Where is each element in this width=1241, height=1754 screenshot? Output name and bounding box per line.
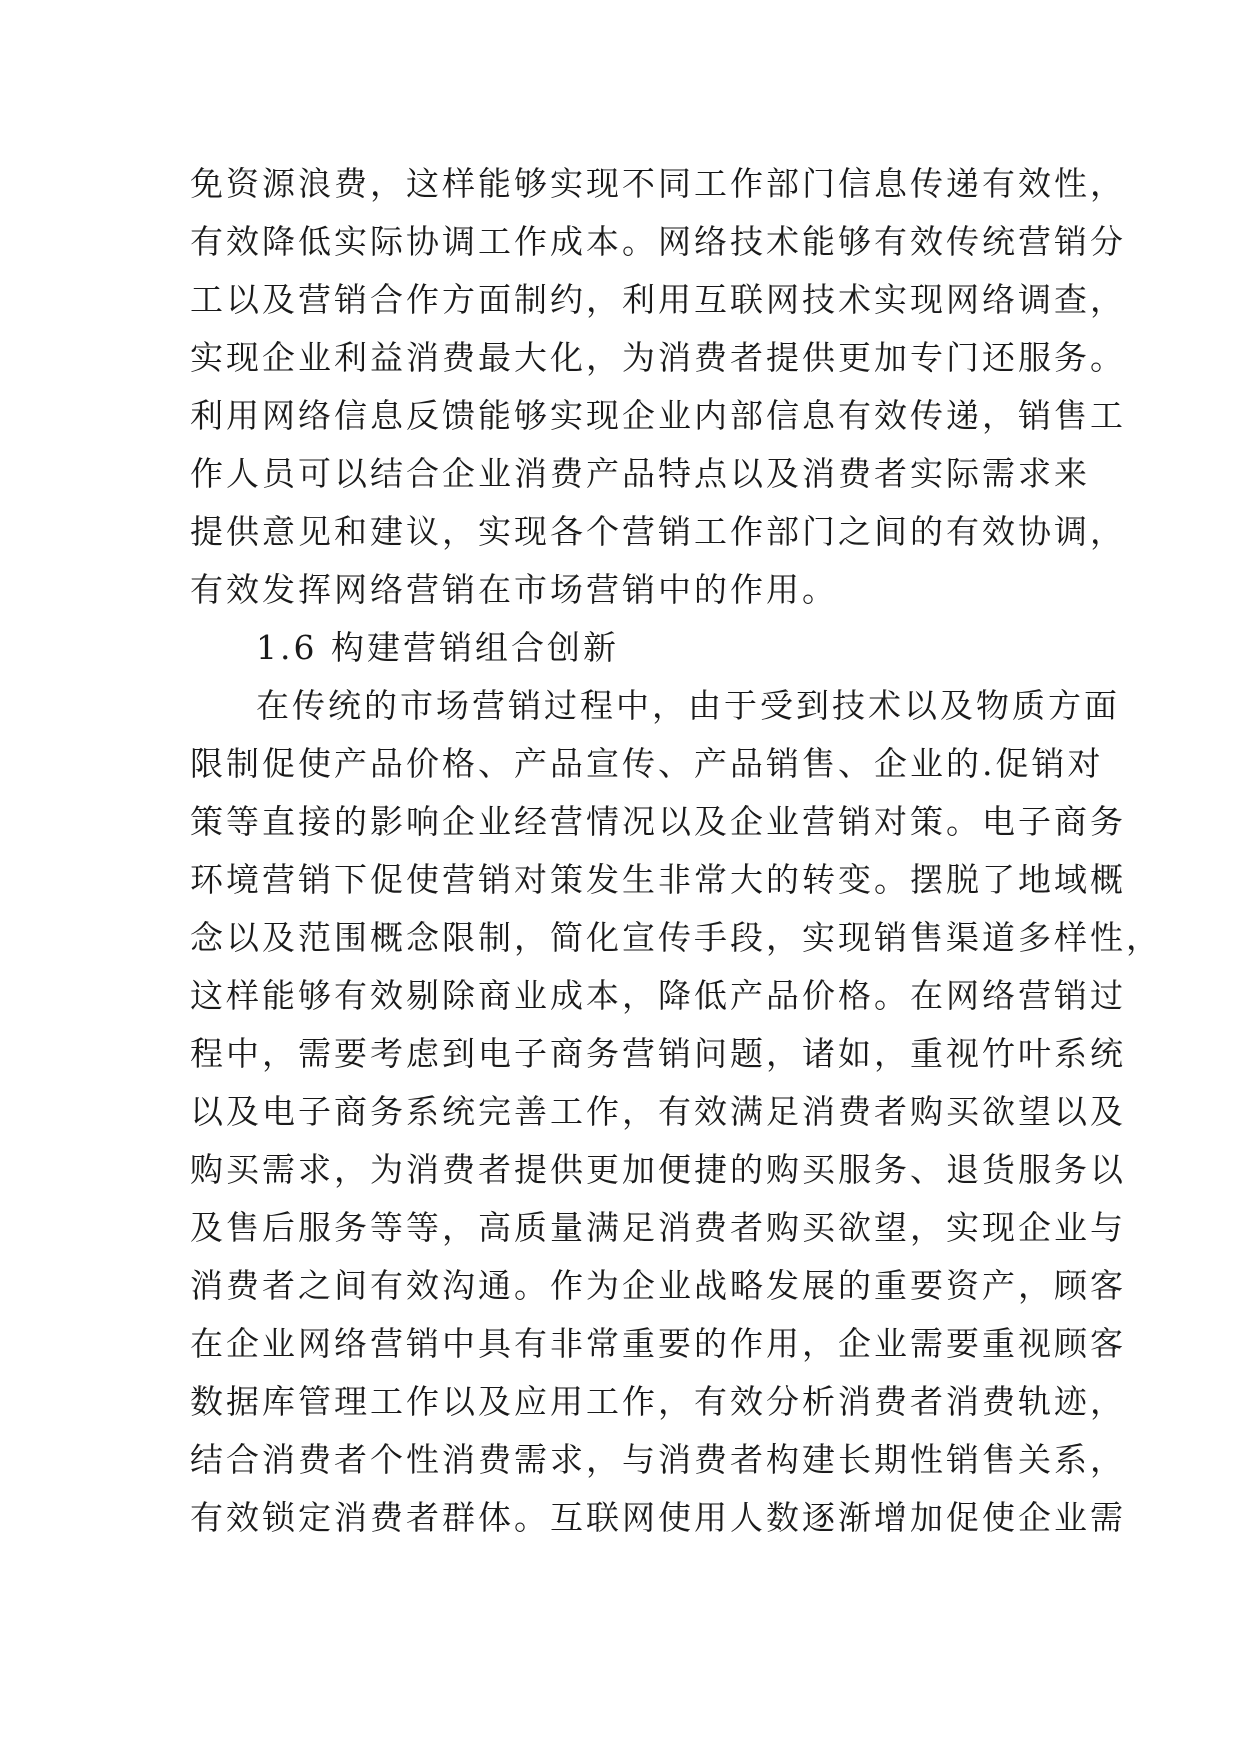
section-heading: 1.6 构建营销组合创新: [256, 628, 619, 667]
text-line: 消费者之间有效沟通。作为企业战略发展的重要资产，顾客: [190, 1266, 1126, 1305]
text-line: 限制促使产品价格、产品宣传、产品销售、企业的.促销对: [190, 744, 1104, 783]
text-line: 作人员可以结合企业消费产品特点以及消费者实际需求来: [190, 454, 1090, 493]
text-line: 及售后服务等等，高质量满足消费者购买欲望，实现企业与: [190, 1208, 1126, 1247]
text-line: 工以及营销合作方面制约，利用互联网技术实现网络调查，: [190, 280, 1126, 319]
text-line: 有效降低实际协调工作成本。网络技术能够有效传统营销分: [190, 222, 1126, 261]
body-text: [190, 155, 1162, 1547]
text-line: 在传统的市场营销过程中，由于受到技术以及物质方面: [256, 686, 1120, 725]
text-line: 提供意见和建议，实现各个营销工作部门之间的有效协调，: [190, 512, 1126, 551]
text-line: 环境营销下促使营销对策发生非常大的转变。摆脱了地域概: [190, 860, 1126, 899]
text-line: 购买需求，为消费者提供更加便捷的购买服务、退货服务以: [190, 1150, 1126, 1189]
text-line: 免资源浪费，这样能够实现不同工作部门信息传递有效性，: [190, 164, 1126, 203]
text-line: 有效锁定消费者群体。互联网使用人数逐渐增加促使企业需: [190, 1498, 1126, 1537]
text-line: 策等直接的影响企业经营情况以及企业营销对策。电子商务: [190, 802, 1126, 841]
text-line: 念以及范围概念限制，简化宣传手段，实现销售渠道多样性，: [190, 918, 1162, 957]
text-line: 实现企业利益消费最大化，为消费者提供更加专门还服务。: [190, 338, 1126, 377]
text-line: 以及电子商务系统完善工作，有效满足消费者购买欲望以及: [190, 1092, 1126, 1131]
text-line: 结合消费者个性消费需求，与消费者构建长期性销售关系，: [190, 1440, 1126, 1479]
text-line: 在企业网络营销中具有非常重要的作用，企业需要重视顾客: [190, 1324, 1126, 1363]
text-line: 数据库管理工作以及应用工作，有效分析消费者消费轨迹，: [190, 1382, 1126, 1421]
text-line: 有效发挥网络营销在市场营销中的作用。: [190, 570, 838, 609]
text-line: 利用网络信息反馈能够实现企业内部信息有效传递，销售工: [190, 396, 1126, 435]
text-line: 程中，需要考虑到电子商务营销问题，诸如，重视竹叶系统: [190, 1034, 1126, 1073]
text-line: 这样能够有效剔除商业成本，降低产品价格。在网络营销过: [190, 976, 1126, 1015]
